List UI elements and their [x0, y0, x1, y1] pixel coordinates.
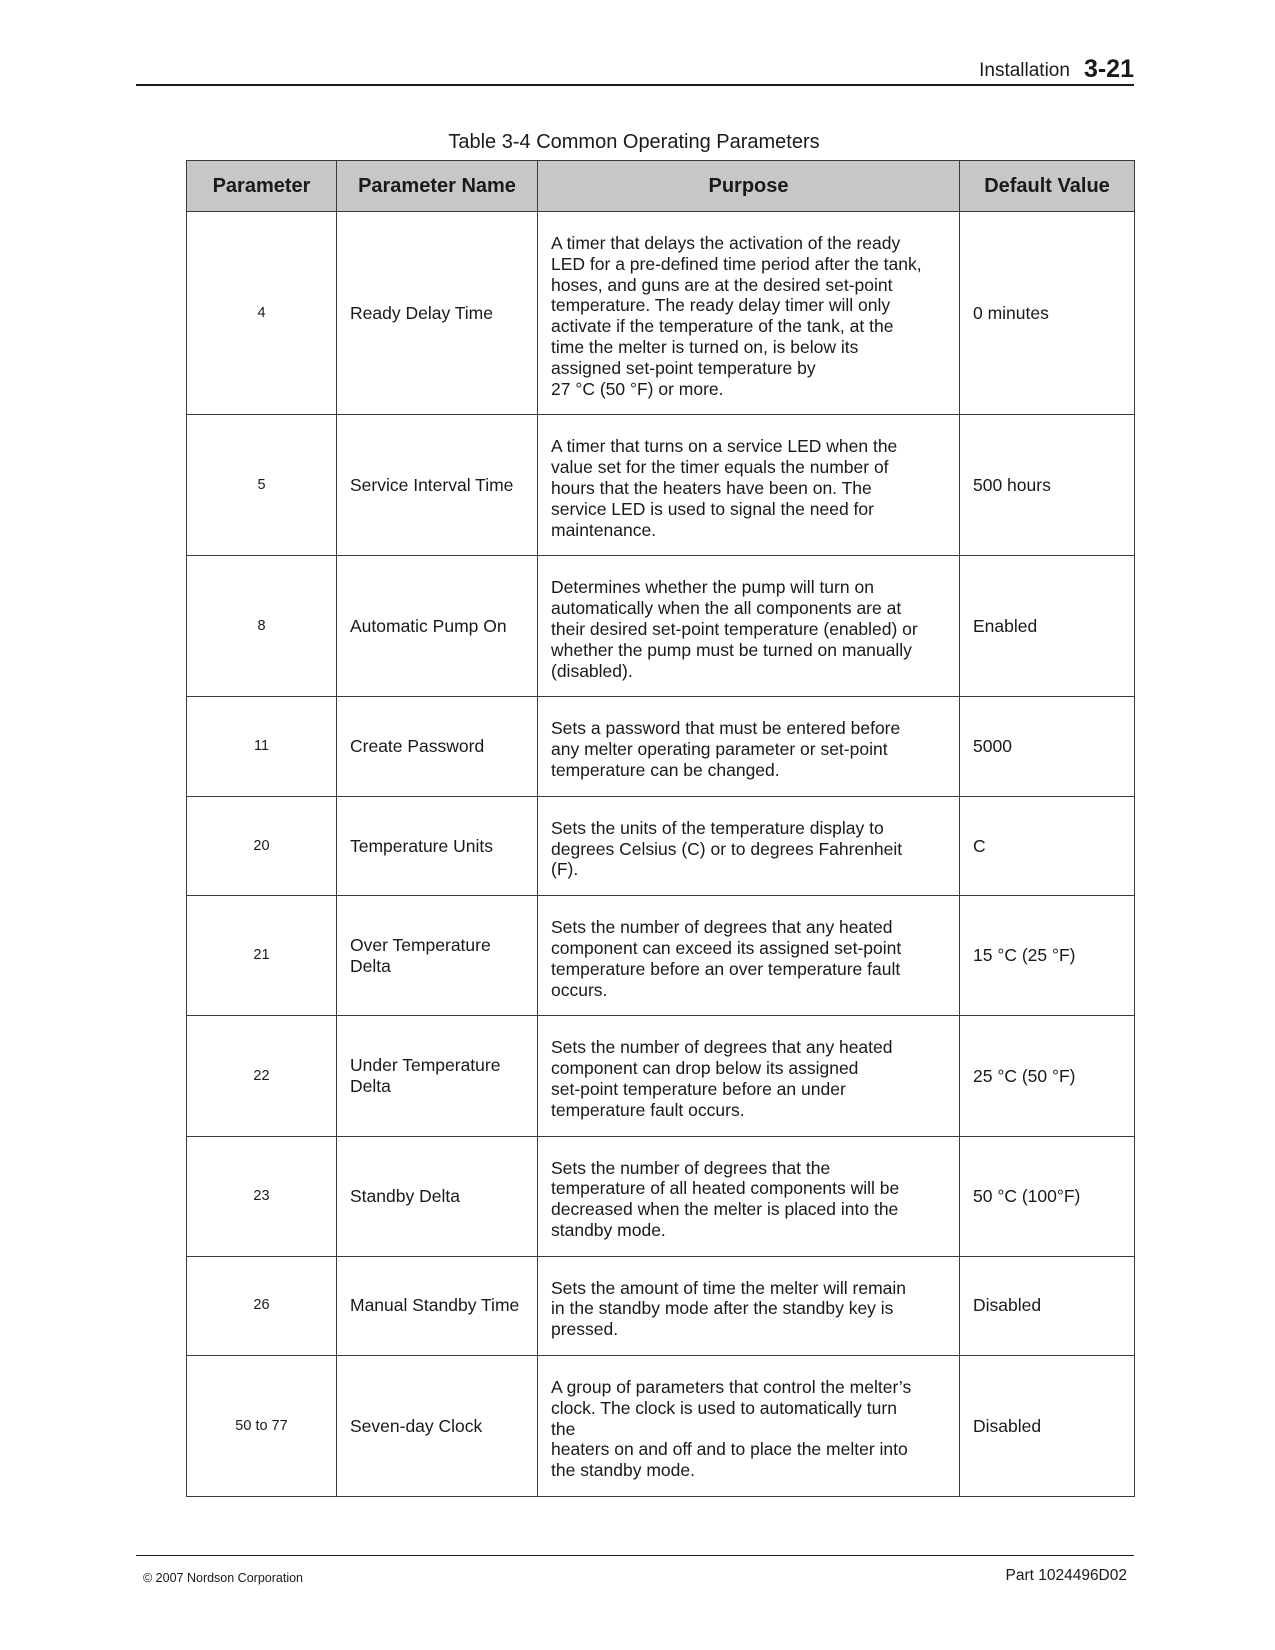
default-value-cell: Enabled — [960, 556, 1135, 697]
purpose-line: heaters on and off and to place the melter into — [551, 1439, 908, 1460]
parameter-number-cell: 50 to 77 — [187, 1356, 337, 1497]
purpose-line: hoses, and guns are at the desired set-point — [551, 274, 893, 295]
part-number: Part 1024496D02 — [1005, 1567, 1127, 1584]
parameter-name-cell: Create Password — [337, 697, 538, 796]
table-header-row — [187, 161, 1135, 212]
parameter-number-cell: 4 — [187, 212, 337, 415]
purpose-cell — [538, 896, 960, 1016]
purpose-line: temperature of all heated components will be — [551, 1178, 900, 1199]
table-row — [187, 212, 1135, 415]
default-value-cell: 50 °C (100°F) — [960, 1136, 1135, 1256]
default-value-cell: C — [960, 796, 1135, 895]
purpose-line: Sets the number of degrees that any heated — [551, 917, 893, 938]
purpose-cell — [538, 1016, 960, 1136]
purpose-line: temperature fault occurs. — [551, 1099, 745, 1120]
purpose-line: in the standby mode after the standby key is — [551, 1298, 894, 1319]
purpose-line: temperature before an over temperature fault — [551, 958, 901, 979]
parameters-table — [186, 160, 1135, 1497]
parameter-name-cell: Service Interval Time — [337, 415, 538, 556]
purpose-line: maintenance. — [551, 519, 657, 540]
table-row — [187, 556, 1135, 697]
purpose-line: A timer that delays the activation of the ready — [551, 233, 901, 253]
purpose-line: A timer that turns on a service LED when the — [551, 436, 898, 457]
default-value-cell: 25 °C (50 °F) — [960, 1016, 1135, 1136]
purpose-cell — [538, 1356, 960, 1497]
purpose-line: temperature can be changed. — [551, 759, 780, 780]
purpose-line: (F). — [551, 859, 579, 880]
default-value-cell: 0 minutes — [960, 212, 1135, 415]
default-value-cell: 5000 — [960, 697, 1135, 796]
purpose-line: set-point temperature before an under — [551, 1078, 846, 1099]
parameter-name-cell: Seven-day Clock — [337, 1356, 538, 1497]
parameter-number-cell: 8 — [187, 556, 337, 697]
purpose-line: activate if the temperature of the tank, at the — [551, 316, 894, 337]
purpose-line: decreased when the melter is placed into the — [551, 1199, 899, 1220]
purpose-line: hours that the heaters have been on. The — [551, 477, 872, 498]
table-row — [187, 796, 1135, 895]
purpose-line: Sets the number of degrees that any heated — [551, 1037, 893, 1058]
purpose-line: component can exceed its assigned set-point — [551, 937, 902, 958]
parameter-name-cell: Standby Delta — [337, 1136, 538, 1256]
purpose-line: their desired set-point temperature (enabled) or — [551, 618, 918, 639]
purpose-line: the — [551, 1418, 576, 1439]
purpose-line: standby mode. — [551, 1219, 666, 1240]
table-row — [187, 896, 1135, 1016]
purpose-line: 27 °C (50 °F) or more. — [551, 378, 724, 399]
purpose-cell — [538, 697, 960, 796]
parameter-number-cell: 23 — [187, 1136, 337, 1256]
table-row — [187, 1136, 1135, 1256]
purpose-line: (disabled). — [551, 660, 633, 681]
table-row — [187, 1016, 1135, 1136]
purpose-line: service LED is used to signal the need for — [551, 498, 874, 519]
default-value-cell: Disabled — [960, 1256, 1135, 1355]
purpose-line: any melter operating parameter or set-point — [551, 739, 888, 760]
section-title: Installation — [979, 60, 1070, 81]
purpose-line: value set for the timer equals the number of — [551, 457, 889, 478]
purpose-line: whether the pump must be turned on manually — [551, 639, 912, 660]
purpose-line: automatically when the all components are at — [551, 598, 902, 619]
default-value-cell: 500 hours — [960, 415, 1135, 556]
parameter-number-cell: 11 — [187, 697, 337, 796]
parameter-number-cell: 5 — [187, 415, 337, 556]
purpose-line: A group of parameters that control the melter’s — [551, 1377, 912, 1398]
default-value-cell: Disabled — [960, 1356, 1135, 1497]
purpose-line: Sets a password that must be entered before — [551, 718, 901, 739]
purpose-cell — [538, 796, 960, 895]
purpose-cell — [538, 556, 960, 697]
page-number: 3-21 — [1083, 55, 1134, 83]
purpose-line: LED for a pre-defined time period after the tank, — [551, 253, 922, 274]
purpose-cell — [538, 1136, 960, 1256]
default-value-cell: 15 °C (25 °F) — [960, 896, 1135, 1016]
purpose-cell — [538, 415, 960, 556]
column-header-default-value: Default Value — [960, 161, 1135, 212]
parameter-name-cell: Temperature Units — [337, 796, 538, 895]
purpose-line: temperature. The ready delay timer will only — [551, 295, 891, 316]
parameter-name-cell: Manual Standby Time — [337, 1256, 538, 1355]
column-header-purpose: Purpose — [538, 161, 960, 212]
purpose-line: the standby mode. — [551, 1460, 695, 1481]
parameter-name-cell: Under Temperature Delta — [337, 1016, 538, 1136]
purpose-line: degrees Celsius (C) or to degrees Fahrenheit — [551, 838, 903, 859]
table-row — [187, 1256, 1135, 1355]
purpose-line: Determines whether the pump will turn on — [551, 577, 874, 598]
column-header-parameter-name: Parameter Name — [337, 161, 538, 212]
purpose-line: Sets the amount of time the melter will remain — [551, 1277, 907, 1298]
parameter-number-cell: 22 — [187, 1016, 337, 1136]
purpose-cell — [538, 1256, 960, 1355]
parameter-name-cell: Ready Delay Time — [337, 212, 538, 415]
table-row — [187, 1356, 1135, 1497]
parameter-number-cell: 20 — [187, 796, 337, 895]
parameter-number-cell: 21 — [187, 896, 337, 1016]
purpose-line: assigned set-point temperature by — [551, 357, 816, 378]
purpose-cell — [538, 212, 960, 415]
purpose-line: occurs. — [551, 979, 608, 1000]
copyright-text: © 2007 Nordson Corporation — [143, 1571, 303, 1585]
table-row — [187, 697, 1135, 796]
table-body — [187, 212, 1135, 1497]
purpose-line: component can drop below its assigned — [551, 1058, 859, 1079]
table-row — [187, 415, 1135, 556]
purpose-line: clock. The clock is used to automatically turn — [551, 1397, 897, 1418]
footer-rule — [136, 1555, 1134, 1556]
purpose-line: time the melter is turned on, is below its — [551, 336, 859, 357]
purpose-line: Sets the number of degrees that the — [551, 1157, 831, 1178]
parameter-name-cell: Automatic Pump On — [337, 556, 538, 697]
purpose-line: Sets the units of the temperature display to — [551, 817, 884, 838]
page-header — [136, 54, 1134, 86]
purpose-line: pressed. — [551, 1319, 619, 1340]
table-caption: Table 3-4 Common Operating Parameters — [448, 131, 820, 153]
parameter-number-cell: 26 — [187, 1256, 337, 1355]
parameter-name-cell: Over Temperature Delta — [337, 896, 538, 1016]
column-header-parameter: Parameter — [187, 161, 337, 212]
